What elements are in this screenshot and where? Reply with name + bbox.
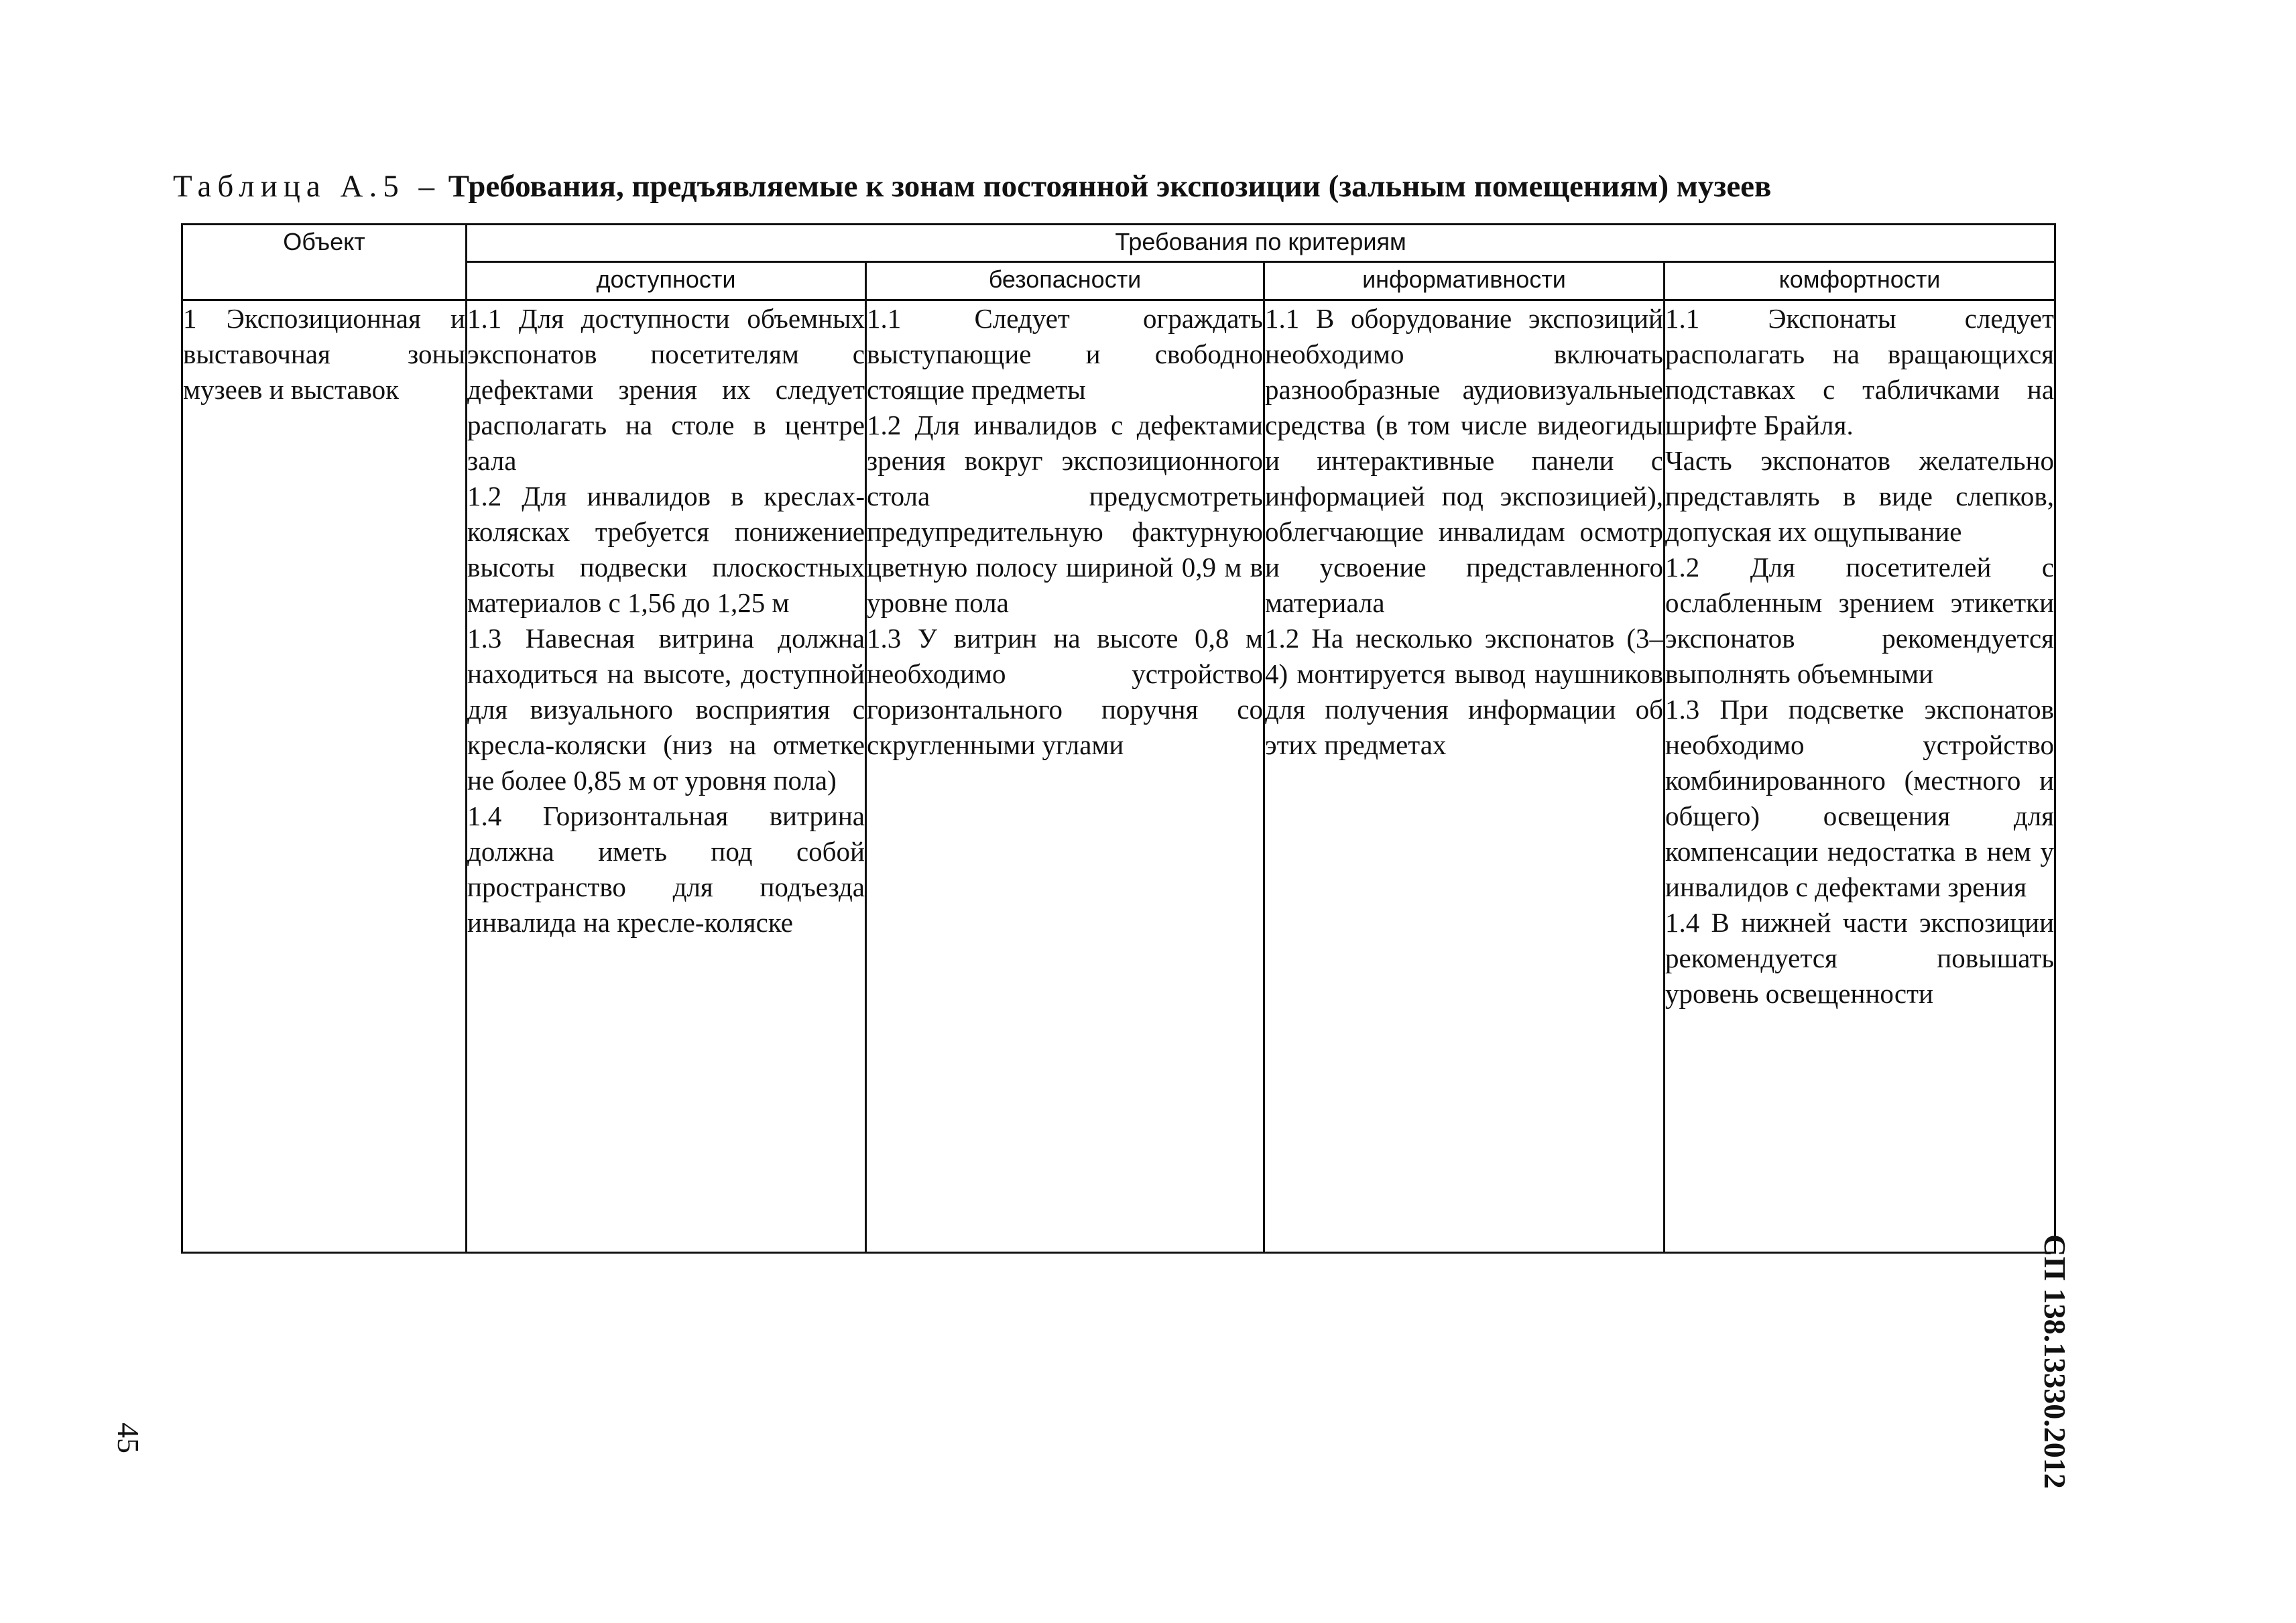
comfort-item: 1.1 Экспонаты следует располагать на вращающихся подставках с табличками на шрифте Брайля. — [1665, 303, 2055, 440]
document-code: СП 138.13330.2012 — [2037, 1234, 2072, 1489]
accessibility-item: 1.2 Для инвалидов в креслах-колясках требуется понижение высоты подвески плоскостных материалов с 1,56 до 1,25 м — [467, 481, 865, 618]
page-number: 45 — [111, 1423, 145, 1453]
requirements-table — [181, 223, 2056, 1254]
accessibility-cell — [467, 300, 866, 1253]
informativeness-cell — [1264, 300, 1665, 1253]
table-title-prefix: Таблица А.5 – — [173, 169, 440, 204]
informativeness-column-header: информативности — [1264, 262, 1665, 300]
object-text: 1 Экспозиционная и выставочная зоны музеев и выставок — [183, 303, 465, 405]
comfort-item: 1.4 В нижней части экспозиции рекомендуется повышать уровень освещенности — [1665, 907, 2055, 1009]
object-column-header: Объект — [182, 225, 467, 300]
table-row — [182, 300, 2055, 1253]
object-cell — [182, 300, 467, 1253]
accessibility-item: 1.1 Для доступности объемных экспонатов посетителям с дефектами зрения их следует располагать на столе в центре зала — [467, 303, 865, 476]
accessibility-column-header: доступности — [467, 262, 866, 300]
comfort-item: Часть экспонатов желательно представлять в виде слепков, допуская их ощупывание — [1665, 445, 2055, 547]
accessibility-item: 1.3 Навесная витрина должна находиться на высоте, доступной для визуального восприятия с кресла-коляски (низ на отметке не более 0,85 м от уровня пола) — [467, 623, 865, 796]
table-title — [173, 165, 2184, 208]
accessibility-item: 1.4 Горизонтальная витрина должна иметь под собой пространство для подъезда инвалида на кресле-коляске — [467, 800, 865, 938]
comfort-cell — [1665, 300, 2055, 1253]
safety-item: 1.3 У витрин на высоте 0,8 м необходимо устройство горизонтального поручня со скругленными углами — [867, 623, 1263, 760]
comfort-item: 1.3 При подсветке экспонатов необходимо устройство комбинированного (местного и общего) освещения для компенсации недостатка в нем у инвалидов с дефектами зрения — [1665, 694, 2055, 902]
safety-column-header: безопасности — [866, 262, 1264, 300]
comfort-item: 1.2 Для посетителей с ослабленным зрением этикетки экспонатов рекомендуется выполнять объемными — [1665, 552, 2055, 689]
informativeness-item: 1.1 В оборудование экспозиций необходимо включать разнообразные аудиовизуальные средства (в том числе видеогиды и интерактивные панели с информацией под экспозицией), облегчающие инвалидам осмотр и усвоение представленного материала — [1265, 303, 1663, 618]
criteria-group-header: Требования по критериям — [467, 225, 2055, 262]
comfort-column-header: комфортности — [1665, 262, 2055, 300]
informativeness-item: 1.2 На несколько экспонатов (3–4) монтируется вывод наушников для получения информации об этих предметах — [1265, 623, 1663, 760]
safety-item: 1.1 Следует ограждать выступающие и свободно стоящие предметы — [867, 303, 1263, 405]
safety-item: 1.2 Для инвалидов с дефектами зрения вокруг экспозиционного стола предусмотреть предупредительную фактурную цветную полосу шириной 0,9 м в уровне пола — [867, 410, 1263, 618]
safety-cell — [866, 300, 1264, 1253]
table-title-text: Требования, предъявляемые к зонам постоянной экспозиции (зальным помещениям) музеев — [448, 169, 1772, 204]
